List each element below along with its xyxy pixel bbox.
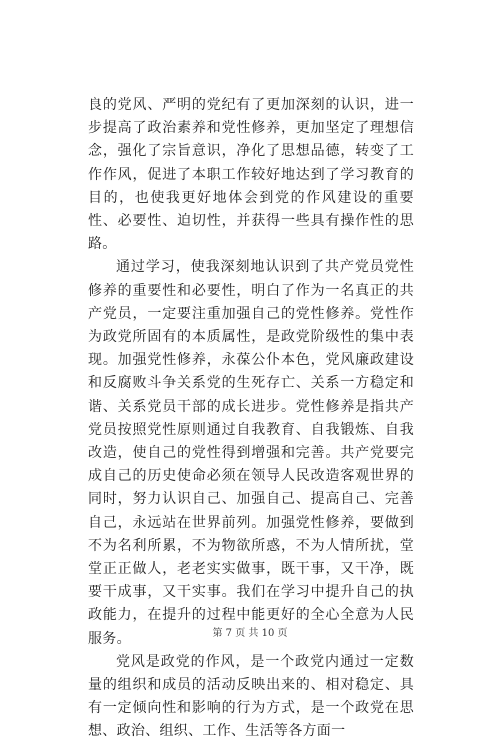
paragraph-3: 党风是政党的作风，是一个政党内通过一定数量的组织和成员的活动反映出来的、相对稳定、具有一定倾向性和影响的行为方式，是一个政党在思想、政治、组织、工作、生活等各方面一 <box>88 653 414 740</box>
paragraph-2: 通过学习，使我深刻地认识到了共产党员党性修养的重要性和必要性，明白了作为一名真正的共产党员，一定要注重加强自己的党性修养。党性作为政党所固有的本质属性，是政党阶级性的集中表现。加强党性修养，永葆公仆本色，党风廉政建设和反腐败斗争关系党的生死存亡、关系一方稳定和谐、关系党员干部的成长进步。党性修养是指共产党员按照党性原则通过自我教育、自我锻炼、自我改造，使自己的党性得到增强和完善。共产党要完成自己的历史使命必须在领导人民改造客观世界的同时，努力认识自己、加强自己、提高自己、完善自己，永远站在世界前列。加强党性修养，要做到不为名利所累，不为物欲所惑，不为人情所扰，堂堂正正做人，老老实实做事，既干事，又干净，既要干成事，又干实事。我们在学习中提升自己的执政能力，在提升的过程中能更好的全心全意为人民服务。 <box>88 259 414 647</box>
paragraph-1: 良的党风、严明的党纪有了更加深刻的认识，进一步提高了政治素养和党性修养，更加坚定了理想信念，强化了宗旨意识，净化了思想品德，转变了工作作风，促进了本职工作较好地达到了学习教育的目的，也使我更好地体会到党的作风建设的重要性、必要性、迫切性，并获得一些具有操作性的思路。 <box>88 97 414 253</box>
page-number-footer: 第 7 页 共 10 页 <box>212 628 288 639</box>
document-body <box>88 94 414 744</box>
